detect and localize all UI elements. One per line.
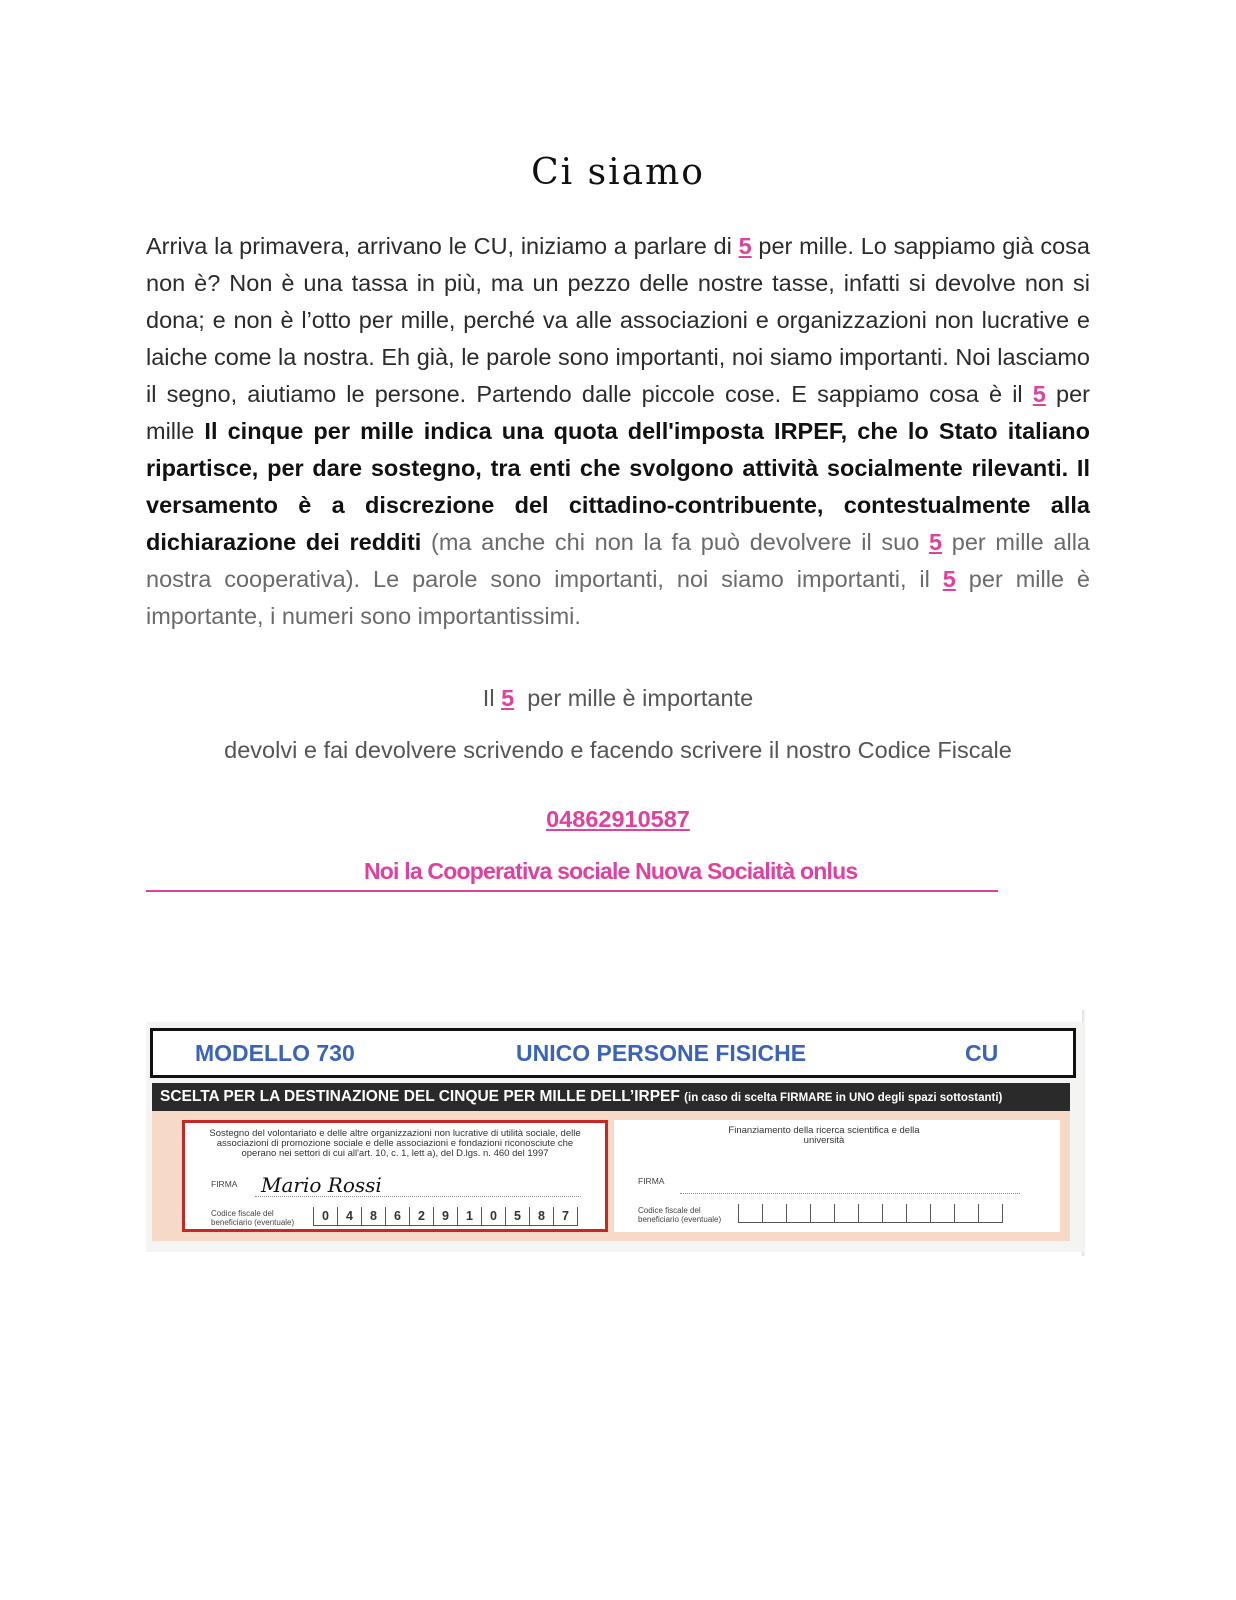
five-highlight: 5 [501,685,515,711]
cf-digit-box-empty [835,1204,859,1223]
form-header [150,1028,1076,1078]
cf-digit-box-empty [955,1204,979,1223]
form-bar-note: (in caso di scelta FIRMARE in UNO degli spazi sottostanti) [684,1092,1003,1104]
form-body [152,1111,1070,1241]
cf-digit-box: 8 [530,1207,554,1226]
slogan-line [0,685,1236,712]
cf-digit-box-empty [883,1204,907,1223]
volontariato-heading: Sostegno del volontariato e delle altre organizzazioni non lucrative di utilità sociale, delle associazioni di promozione sociale e delle associazioni e fondazioni riconosciute che operano nei settori di cui all'art. 10, c. 1, lett a), del D.lgs. n. 460 del 1997 [209,1128,581,1159]
cf-digit-box: 0 [482,1207,506,1226]
form-bar-title: SCELTA PER LA DESTINAZIONE DEL CINQUE PER MILLE DELL’IRPEF [160,1088,680,1105]
form-header-modello: MODELLO 730 [195,1040,355,1066]
cf-label [211,1209,294,1227]
cf-label [638,1206,721,1224]
cf-digit-box: 6 [386,1207,410,1226]
cooperativa-name: Noi la Cooperativa sociale Nuova Socialità onlus [146,858,998,892]
paragraph-text-4: (ma anche chi non la fa può devolvere il suo [421,529,929,555]
cf-label-line-2: beneficiario (eventuale) [638,1215,722,1224]
cf-digit-box-empty [979,1204,1003,1223]
five-highlight: 5 [942,566,956,592]
cf-digit-box: 9 [434,1207,458,1226]
paragraph-text-1: Arriva la primavera, arrivano le CU, iniziamo a parlare di [146,233,739,259]
signature: Mario Rossi [261,1173,382,1197]
cf-digit-box-empty [811,1204,835,1223]
slogan-prefix: Il [482,685,502,711]
ricerca-heading: Finanziamento della ricerca scientifica e della università [728,1125,920,1146]
form-title-bar [152,1083,1070,1111]
slogan-suffix: per mille è importante [514,685,754,711]
codice-fiscale-link[interactable]: 04862910587 [546,806,690,832]
cf-digit-box-empty [763,1204,787,1223]
form-header-cu: CU [965,1040,999,1066]
cf-digit-box: 5 [506,1207,530,1226]
cf-digit-box: 1 [458,1207,482,1226]
codice-fiscale-boxes-empty [738,1204,1003,1223]
form-header-unico: UNICO PERSONE FISICHE [516,1040,807,1066]
firma-line [680,1192,1020,1194]
paragraph-text-6: per mille è importante, i numeri sono importantissimi. [146,566,1091,629]
five-highlight: 5 [738,233,752,259]
cf-digit-box-empty [931,1204,955,1223]
ricerca-box [614,1120,1060,1232]
paragraph-text-3: per mille [146,381,1090,444]
page-title: Ci siamo [531,152,705,193]
cf-digit-box-empty [859,1204,883,1223]
firma-line [255,1195,581,1197]
firma-label: FIRMA [211,1179,238,1189]
cf-label-line-2: beneficiario (eventuale) [211,1218,295,1227]
paragraph-text-2: per mille. Lo sappiamo già cosa non è? Non è una tassa in più, ma un pezzo delle nostre tasse, infatti si devolve non si dona; e non è l’otto per mille, perché va alle associazioni e organizzazioni non lucrative e laiche come la nostra. Eh già, le parole sono importanti, noi siamo importanti. Noi lasciamo il segno, aiutiamo le persone. Partendo dalle piccole cose. E sappiamo cosa è il [146,233,1090,407]
cf-digit-box: 2 [410,1207,434,1226]
cf-digit-box-empty [907,1204,931,1223]
cf-digit-box: 4 [338,1207,362,1226]
cf-digit-box: 8 [362,1207,386,1226]
cf-digit-box-empty [739,1204,763,1223]
five-highlight: 5 [928,529,943,555]
cf-digit-box-empty [787,1204,811,1223]
codice-fiscale-boxes [313,1207,578,1226]
cf-label-line-1: Codice fiscale del [211,1209,274,1218]
tax-form-image [146,1022,1084,1252]
paragraph-bold-definition: Il cinque per mille indica una quota dell'imposta IRPEF, che lo Stato italiano ripartisce, per dare sostegno, tra enti che svolgono attività socialmente rilevanti. Il versamento è a discrezione del cittadino-contribuente, contestualmente alla dichiarazione dei redditi [146,418,1090,555]
devolvi-line: devolvi e fai devolvere scrivendo e facendo scrivere il nostro Codice Fiscale [224,737,1012,763]
five-highlight: 5 [1032,381,1046,407]
cf-label-line-1: Codice fiscale del [638,1206,701,1215]
firma-label: FIRMA [638,1176,665,1186]
main-paragraph [146,228,1090,635]
paragraph-text-5: per mille alla nostra cooperativa). Le parole sono importanti, noi siamo importanti, il [146,529,1090,592]
cf-digit-box: 0 [314,1207,338,1226]
cf-digit-box: 7 [554,1207,578,1226]
volontariato-box [182,1120,608,1232]
